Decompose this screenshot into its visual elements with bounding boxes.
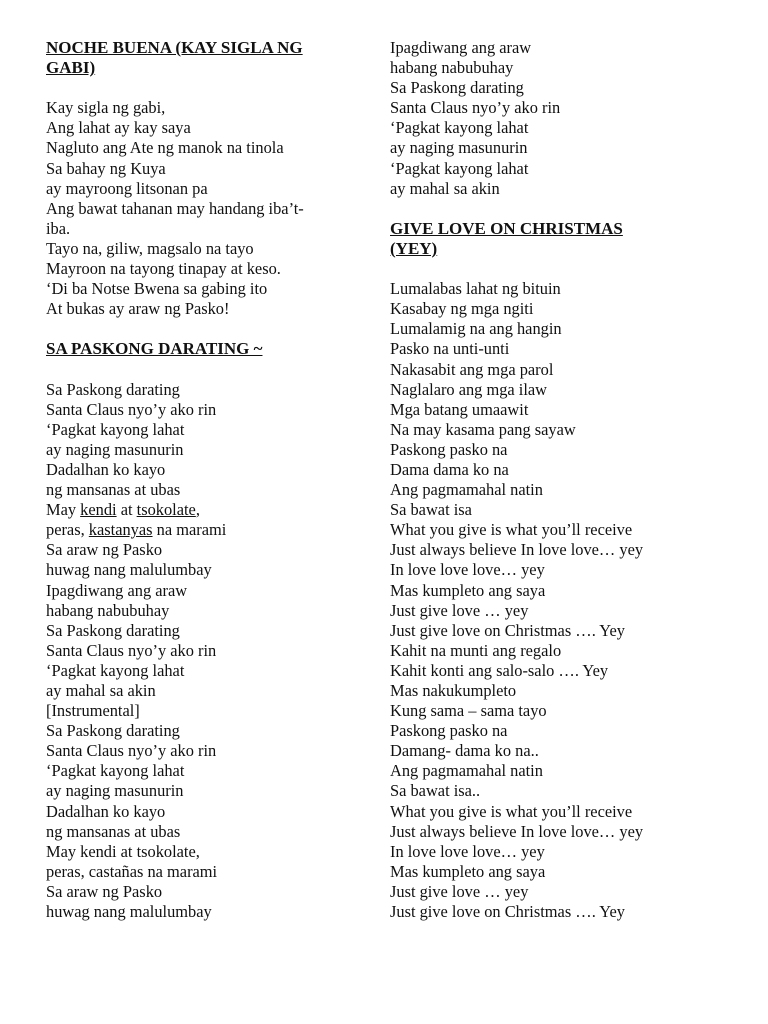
lyric-word: na marami [156, 520, 227, 540]
lyric-line: ‘Pagkat kayong lahat [46, 761, 185, 781]
lyric-line: ay naging masunurin [390, 138, 528, 158]
lyric-line: Na may kasama pang sayaw [390, 419, 576, 439]
lyric-line: Mas kumpleto ang saya [390, 861, 546, 881]
lyric-line: ‘Pagkat kayong lahat [46, 419, 185, 439]
lyric-line: ay mayroong litsonan pa [46, 178, 208, 198]
lyric-line: ay mahal sa akin [390, 178, 500, 198]
title-line: GABI) [46, 58, 96, 78]
lyric-word: at [120, 500, 133, 520]
lyric-line: Dadalhan ko kayo [46, 801, 166, 821]
lyric-line: Sa Paskong darating [46, 620, 180, 640]
lyric-line: Ang lahat ay kay saya [46, 118, 191, 138]
lyric-line: Mayroon na tayong tinapay at keso. [46, 259, 281, 279]
spacer [390, 199, 720, 219]
title-line: NOCHE BUENA (KAY SIGLA NG [46, 38, 303, 57]
lyric-line: In love love love… yey [390, 841, 545, 861]
lyric-line: Just always believe In love love… yey [390, 821, 644, 841]
lyric-line: ng mansanas at ubas [46, 480, 181, 500]
lyric-line: Ang pagmamahal natin [390, 480, 543, 500]
lyrics-sa-paskong-darating [46, 380, 366, 923]
lyric-line: Kung sama – sama tayo [390, 701, 547, 721]
lyric-line: Kahit na munti ang regalo [390, 640, 562, 660]
lyric-line: ‘Pagkat kayong lahat [46, 660, 185, 680]
lyric-line: Nagluto ang Ate ng manok na tinola [46, 138, 284, 158]
spacer [46, 78, 366, 98]
lyric-line: Sa bawat isa [390, 500, 472, 520]
lyric-line: Naglalaro ang mga ilaw [390, 379, 548, 399]
lyric-line: Just give love … yey [390, 881, 529, 901]
lyric-line: Just always believe In love love… yey [390, 540, 644, 560]
lyric-line: huwag nang malulumbay [46, 902, 212, 922]
lyric-word: peras, [46, 520, 85, 540]
lyric-line: Kahit konti ang salo-salo …. Yey [390, 660, 609, 680]
lyric-line: ‘Pagkat kayong lahat [390, 118, 529, 138]
lyric-line: Pasko na unti-unti [390, 339, 510, 359]
right-column [390, 38, 720, 922]
lyric-word: May [46, 500, 77, 520]
lyric-line: ‘Pagkat kayong lahat [390, 158, 529, 178]
lyric-line: Kay sigla ng gabi, [46, 98, 166, 118]
lyric-line: Kasabay ng mga ngiti [390, 299, 534, 319]
lyric-line: Sa bahay ng Kuya [46, 158, 166, 178]
lyric-line: Ipagdiwang ang araw [390, 38, 532, 57]
lyric-word-kendi: kendi [80, 500, 117, 520]
title-line: GIVE LOVE ON CHRISTMAS [390, 218, 623, 238]
lyric-line: Nakasabit ang mga parol [390, 359, 554, 379]
lyric-line: At bukas ay araw ng Pasko! [46, 299, 230, 319]
left-column [46, 38, 366, 922]
lyric-line: Tayo na, giliw, magsalo na tayo [46, 238, 254, 258]
lyric-line-kastanyas [46, 520, 366, 540]
lyric-line: Sa bawat isa.. [390, 781, 481, 801]
lyric-line: ay naging masunurin [46, 439, 184, 459]
lyric-line: Sa Paskong darating [46, 379, 180, 399]
lyric-line: Paskong pasko na [390, 439, 508, 459]
lyric-line: ng mansanas at ubas [46, 821, 181, 841]
lyric-line: Just give love on Christmas …. Yey [390, 620, 625, 640]
lyric-line: What you give is what you’ll receive [390, 520, 633, 540]
lyric-line: In love love love… yey [390, 560, 545, 580]
lyric-line: Sa Paskong darating [390, 78, 524, 98]
song-title-give-love-on-christmas [390, 219, 720, 259]
spacer [46, 319, 366, 339]
lyric-line: Just give love … yey [390, 600, 529, 620]
lyric-line: Ang bawat tahanan may handang iba’t- [46, 198, 304, 218]
song-title-sa-paskong-darating: SA PASKONG DARATING ~ [46, 339, 263, 359]
lyric-line: May kendi at tsokolate, [46, 841, 200, 861]
lyric-line: Mas nakukumpleto [390, 681, 517, 700]
lyric-line: Sa Paskong darating [46, 721, 180, 741]
lyric-line: iba. [46, 218, 71, 238]
lyric-line: Dadalhan ko kayo [46, 459, 166, 479]
lyric-line: Santa Claus nyo’y ako rin [390, 98, 561, 118]
spacer [390, 259, 720, 279]
lyric-line: [Instrumental] [46, 701, 140, 721]
lyric-line: Mas kumpleto ang saya [390, 580, 546, 600]
lyric-line: habang nabubuhay [46, 600, 170, 620]
song-title-noche-buena [46, 38, 366, 78]
lyric-line: Ipagdiwang ang araw [46, 580, 188, 600]
lyric-line: Santa Claus nyo’y ako rin [46, 741, 217, 761]
lyric-line: Sa araw ng Pasko [46, 881, 163, 901]
lyric-line: Ang pagmamahal natin [390, 761, 543, 781]
lyrics-give-love-on-christmas [390, 279, 720, 922]
lyric-line-kendi [46, 500, 366, 520]
lyric-line: Paskong pasko na [390, 721, 508, 741]
lyric-line: Sa araw ng Pasko [46, 540, 163, 560]
lyric-line: Santa Claus nyo’y ako rin [46, 640, 217, 660]
lyric-word-kastanyas: kastanyas [88, 520, 153, 540]
lyric-line: Mga batang umaawit [390, 399, 529, 419]
lyric-line: ay mahal sa akin [46, 681, 156, 700]
lyrics-noche-buena [46, 98, 366, 319]
lyric-line: Lumalamig na ang hangin [390, 319, 562, 339]
lyric-line: ay naging masunurin [46, 781, 184, 801]
title-line: (YEY) [390, 238, 438, 258]
lyric-word-tsokolate: tsokolate [136, 500, 196, 520]
lyric-punct: , [195, 500, 200, 520]
spacer [46, 360, 366, 380]
lyric-line: ‘Di ba Notse Bwena sa gabing ito [46, 279, 268, 299]
lyric-line: peras, castañas na marami [46, 861, 218, 881]
lyric-line: Just give love on Christmas …. Yey [390, 902, 625, 922]
lyric-line: Lumalabas lahat ng bituin [390, 279, 561, 299]
lyric-line: huwag nang malulumbay [46, 560, 212, 580]
lyric-line: Dama dama ko na [390, 459, 509, 479]
lyric-line: Santa Claus nyo’y ako rin [46, 399, 217, 419]
lyrics-sa-paskong-darating-continued [390, 38, 720, 199]
lyric-line: habang nabubuhay [390, 58, 514, 78]
lyric-line: Damang- dama ko na.. [390, 741, 539, 761]
lyric-line: What you give is what you’ll receive [390, 801, 633, 821]
